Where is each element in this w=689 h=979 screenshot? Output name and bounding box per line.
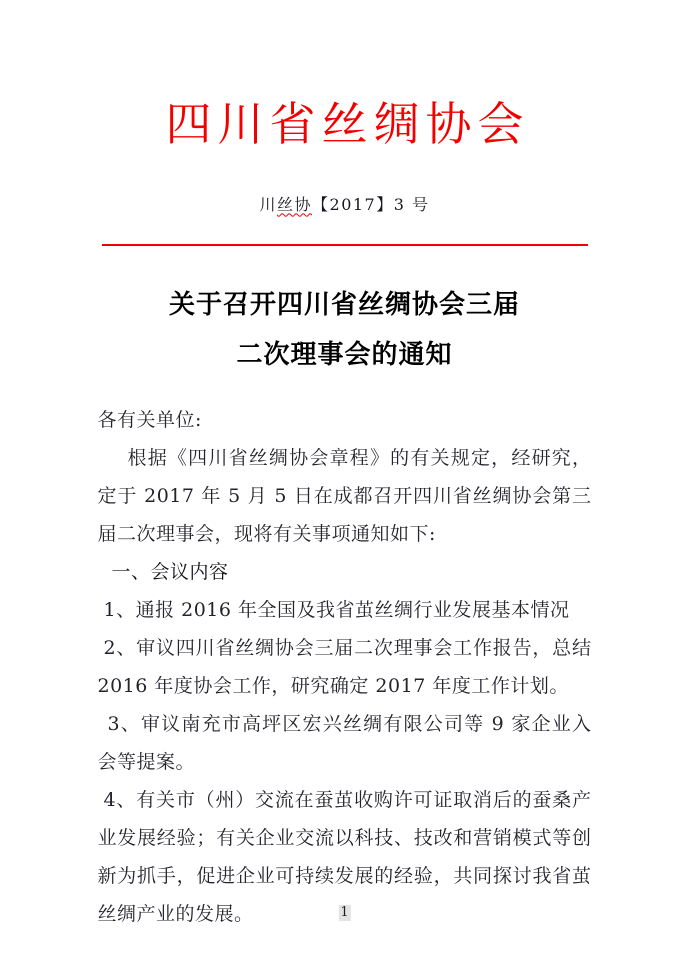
doc-number-prefix: 川	[259, 194, 277, 214]
document-title	[0, 280, 689, 380]
red-divider-line	[102, 244, 588, 246]
section-heading-meeting-content: 一、会议内容	[111, 560, 229, 583]
document-title-line1: 关于召开四川省丝绸协会三届	[168, 289, 520, 320]
page-number: 1	[340, 905, 349, 920]
document-title-line2: 二次理事会的通知	[236, 339, 453, 370]
list-item-4: 4、有关市（州）交流在蚕茧收购许可证取消后的蚕桑产业发展经验；有关企业交流以科技、技改和营销模式等创新为抓手，促进企业可持续发展的经验，共同探讨我省茧丝绸产业的发展。	[97, 788, 592, 925]
paragraph-intro: 根据《四川省丝绸协会章程》的有关规定，经研究，定于 2017 年 5 月 5 日在成都召开四川省丝绸协会第三届二次理事会，现将有关事项通知如下:	[97, 446, 592, 545]
doc-number-suffix: 【2017】3 号	[312, 194, 430, 214]
doc-number	[0, 192, 689, 215]
salutation: 各有关单位:	[97, 408, 202, 431]
document-body	[98, 401, 592, 933]
doc-number-spellcheck-underline: 丝协	[277, 194, 313, 214]
list-item-2: 2、审议四川省丝绸协会三届二次理事会工作报告，总结 2016 年度协会工作，研究确定 2017 年度工作计划。	[97, 636, 592, 697]
list-item-3: 3、审议南充市高坪区宏兴丝绸有限公司等 9 家企业入会等提案。	[97, 712, 592, 773]
list-item-1: 1、通报 2016 年全国及我省茧丝绸行业发展基本情况	[103, 598, 570, 621]
org-title: 四川省丝绸协会	[165, 97, 530, 151]
